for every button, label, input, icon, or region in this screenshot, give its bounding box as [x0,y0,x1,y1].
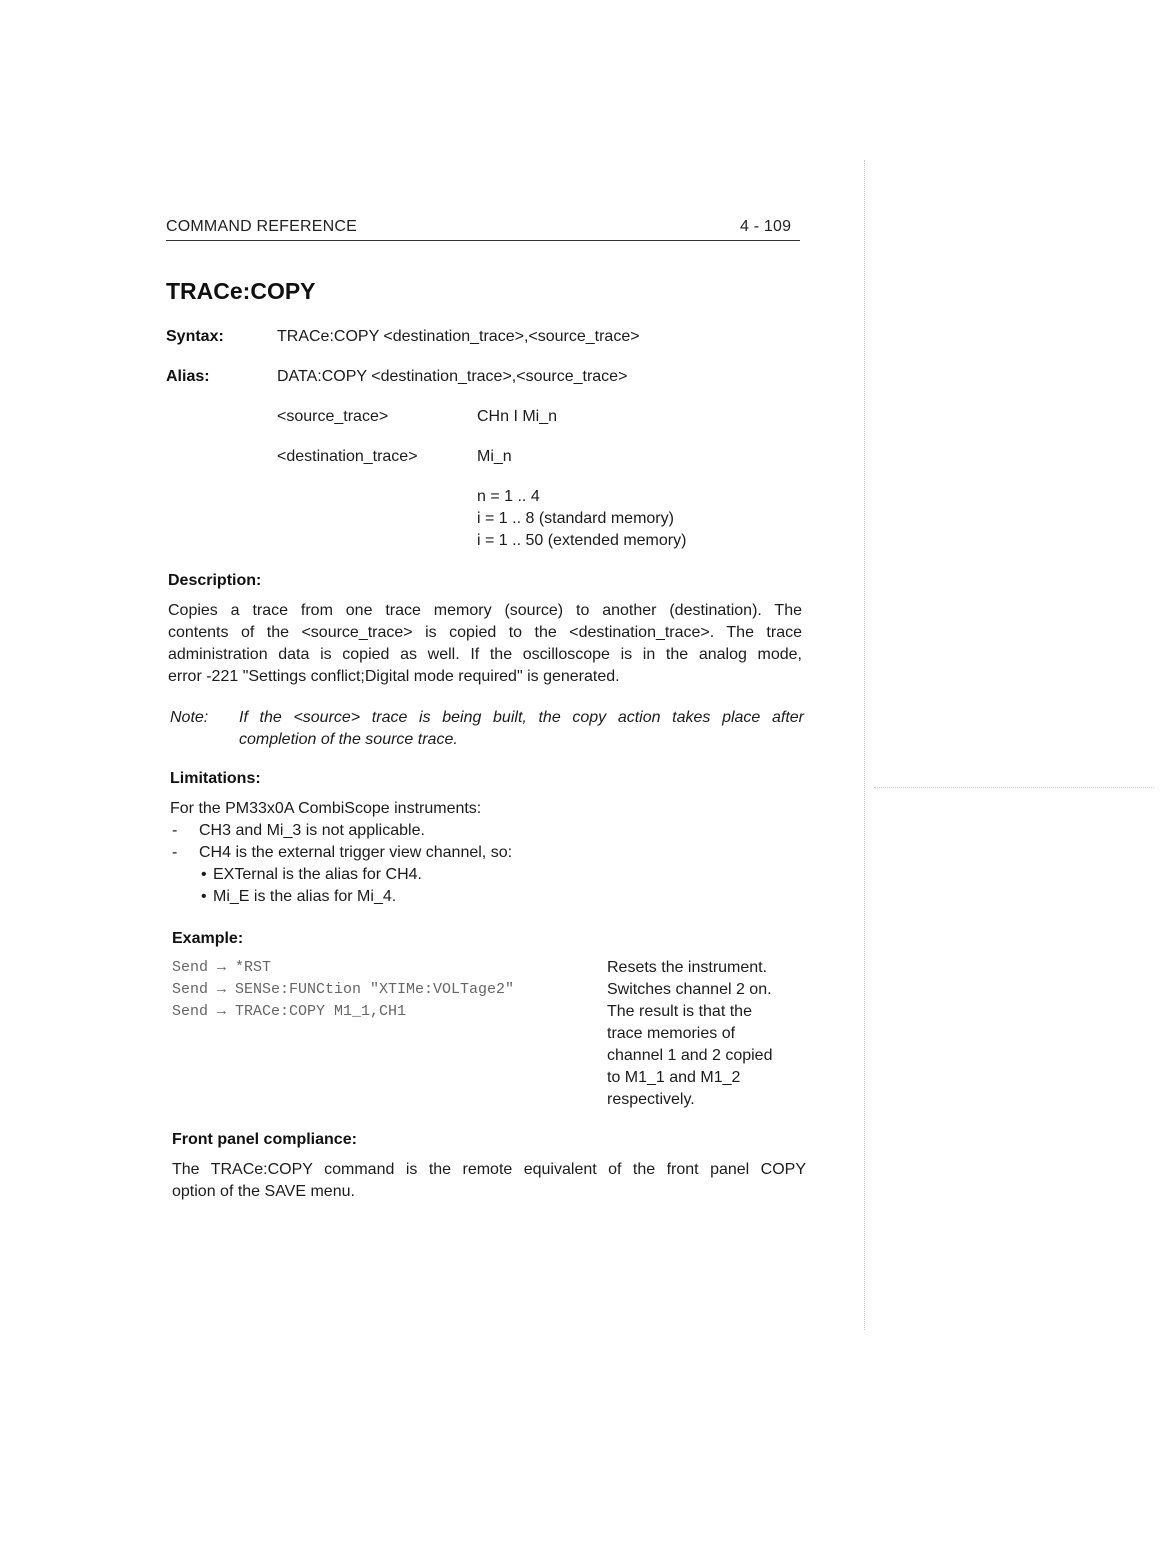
example-note-line: respectively. [607,1091,695,1108]
note-body [239,707,804,751]
bullet-marker: • [201,866,207,883]
compliance-line: option of the SAVE menu. [172,1183,355,1200]
example-command: Send → SENSe:FUNCtion "XTIMe:VOLTage2" [172,981,515,998]
alias-label: Alias: [166,368,210,385]
compliance-heading: Front panel compliance: [172,1131,357,1148]
param-name: <source_trace> [277,408,389,425]
scan-margin-line [864,160,865,1330]
compliance-line: The TRACe:COPY command is the remote equivalent of the front panel COPY [172,1161,806,1178]
example-note-line: Switches channel 2 on. [607,981,772,998]
example-note-line: Resets the instrument. [607,959,768,976]
param-value: CHn I Mi_n [477,408,558,425]
example-heading: Example: [172,930,244,947]
param-value: Mi_n [477,448,512,465]
description-line: administration data is copied as well. If the oscilloscope is in the analog mode, [168,646,802,663]
list-marker: - [172,822,178,839]
description-body [168,600,802,688]
header-rule [166,240,800,241]
example-note-line: trace memories of [607,1025,736,1042]
syntax-value: TRACe:COPY <destination_trace>,<source_trace> [277,328,640,345]
running-header-title: COMMAND REFERENCE [166,218,357,235]
range-line: n = 1 .. 4 [477,488,540,505]
param-name: <destination_trace> [277,448,418,465]
range-line: i = 1 .. 50 (extended memory) [477,532,687,549]
sub-list-item: EXTernal is the alias for CH4. [213,866,422,883]
alias-value: DATA:COPY <destination_trace>,<source_trace> [277,368,628,385]
description-line: error -221 "Settings conflict;Digital mode required" is generated. [168,668,620,685]
page-number: 4 - 109 [740,218,792,235]
list-item: CH4 is the external trigger view channel, so: [199,844,513,861]
example-note-line: channel 1 and 2 copied [607,1047,773,1064]
note-line: completion of the source trace. [239,731,458,748]
description-heading: Description: [168,572,262,589]
list-item: CH3 and Mi_3 is not applicable. [199,822,425,839]
scan-dot-trail [874,787,1154,788]
limitations-heading: Limitations: [170,770,261,787]
example-note-line: to M1_1 and M1_2 [607,1069,741,1086]
bullet-marker: • [201,888,207,905]
sub-list-item: Mi_E is the alias for Mi_4. [213,888,397,905]
example-command: Send → TRACe:COPY M1_1,CH1 [172,1003,407,1020]
syntax-label: Syntax: [166,328,224,345]
note-line: If the <source> trace is being built, the copy action takes place after [239,709,804,726]
description-line: Copies a trace from one trace memory (source) to another (destination). The [168,602,802,619]
note-label: Note: [170,709,209,726]
list-marker: - [172,844,178,861]
range-line: i = 1 .. 8 (standard memory) [477,510,674,527]
limitations-intro: For the PM33x0A CombiScope instruments: [170,800,482,817]
example-note-line: The result is that the [607,1003,752,1020]
example-command: Send → *RST [172,959,272,976]
description-line: contents of the <source_trace> is copied to the <destination_trace>. The trace [168,624,802,641]
command-title: TRACe:COPY [166,278,316,304]
compliance-body [172,1159,806,1203]
